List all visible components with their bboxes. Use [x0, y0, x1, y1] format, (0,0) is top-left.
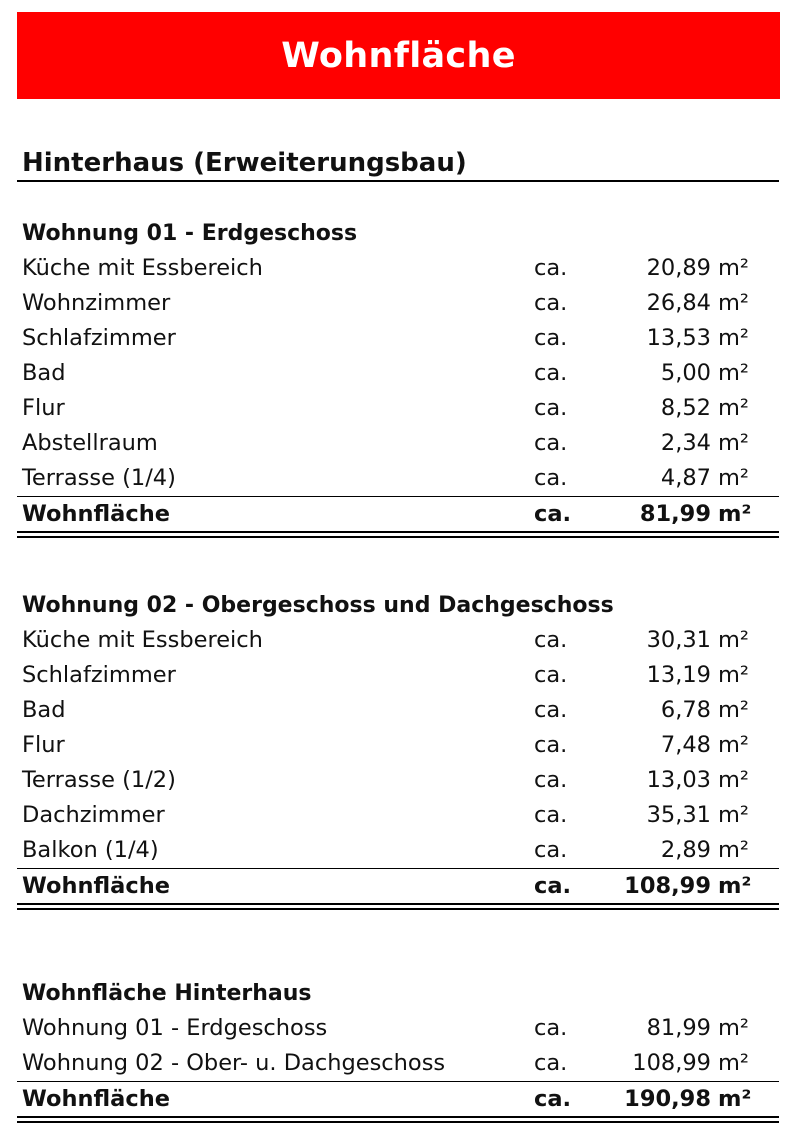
- area-value: 13,53: [646, 325, 711, 351]
- unit-label: m²: [718, 430, 749, 456]
- room-label: Bad: [22, 360, 66, 386]
- room-label: Abstellraum: [22, 430, 158, 456]
- unit-label: m²: [718, 255, 749, 281]
- unit-label: m²: [718, 1086, 752, 1112]
- area-value: 13,03: [646, 767, 711, 793]
- approx-label: ca.: [534, 255, 568, 281]
- total-label: Wohnfläche: [22, 873, 170, 899]
- total-value: 108,99: [624, 873, 711, 899]
- total-label: Wohnfläche: [22, 501, 170, 527]
- room-label: Terrasse (1/2): [22, 767, 176, 793]
- header-banner: [17, 12, 780, 99]
- approx-label: ca.: [534, 1050, 568, 1076]
- room-label: Terrasse (1/4): [22, 465, 176, 491]
- approx-label: ca.: [534, 1086, 572, 1112]
- approx-label: ca.: [534, 290, 568, 316]
- area-row: [17, 321, 779, 356]
- area-row: [17, 763, 779, 798]
- unit-label: m²: [718, 325, 749, 351]
- area-row: [17, 286, 779, 321]
- area-value: 20,89: [646, 255, 711, 281]
- section-title: Wohnung 02 - Obergeschoss und Dachgeschoss: [22, 593, 614, 618]
- area-row: [17, 251, 779, 286]
- approx-label: ca.: [534, 732, 568, 758]
- area-value: 4,87: [660, 465, 711, 491]
- unit-label: m²: [718, 767, 749, 793]
- area-row: [17, 356, 779, 391]
- approx-label: ca.: [534, 873, 572, 899]
- room-label: Dachzimmer: [22, 802, 165, 828]
- area-value: 2,89: [660, 837, 711, 863]
- unit-label: m²: [718, 1015, 749, 1041]
- unit-label: m²: [718, 873, 752, 899]
- area-row: [17, 833, 779, 868]
- room-label: Flur: [22, 395, 65, 421]
- page-title: Wohnfläche: [281, 35, 516, 76]
- double-underline: [17, 903, 779, 910]
- approx-label: ca.: [534, 430, 568, 456]
- area-value: 30,31: [646, 627, 711, 653]
- room-label: Balkon (1/4): [22, 837, 159, 863]
- area-row: [17, 798, 779, 833]
- room-label: Schlafzimmer: [22, 662, 176, 688]
- unit-label: m²: [718, 501, 752, 527]
- area-value: 5,00: [660, 360, 711, 386]
- double-underline: [17, 531, 779, 538]
- room-label: Flur: [22, 732, 65, 758]
- unit-label: m²: [718, 732, 749, 758]
- unit-label: m²: [718, 662, 749, 688]
- approx-label: ca.: [534, 662, 568, 688]
- unit-label: m²: [718, 290, 749, 316]
- total-label: Wohnfläche: [22, 1086, 170, 1112]
- area-value: 8,52: [660, 395, 711, 421]
- area-value: 26,84: [646, 290, 711, 316]
- area-row: [17, 728, 779, 763]
- unit-label: m²: [718, 360, 749, 386]
- area-row: [17, 391, 779, 426]
- approx-label: ca.: [534, 360, 568, 386]
- unit-label: m²: [718, 465, 749, 491]
- approx-label: ca.: [534, 465, 568, 491]
- area-value: 13,19: [646, 662, 711, 688]
- approx-label: ca.: [534, 802, 568, 828]
- area-row: [17, 426, 779, 461]
- area-row: [17, 1011, 779, 1046]
- approx-label: ca.: [534, 627, 568, 653]
- total-value: 190,98: [624, 1086, 711, 1112]
- room-label: Wohnzimmer: [22, 290, 171, 316]
- section-summary: [17, 976, 779, 1123]
- area-row: [17, 658, 779, 693]
- total-row: [17, 496, 779, 531]
- room-label: Schlafzimmer: [22, 325, 176, 351]
- section-wohnung-01: [17, 216, 779, 538]
- total-row: [17, 1081, 779, 1116]
- area-row: [17, 461, 779, 496]
- area-value: 108,99: [632, 1050, 711, 1076]
- section-wohnung-02: [17, 588, 779, 910]
- total-value: 81,99: [639, 501, 711, 527]
- apartment-label: Wohnung 02 - Ober- u. Dachgeschoss: [22, 1050, 446, 1076]
- total-row: [17, 868, 779, 903]
- approx-label: ca.: [534, 1015, 568, 1041]
- approx-label: ca.: [534, 395, 568, 421]
- building-title: Hinterhaus (Erweiterungsbau): [17, 145, 779, 182]
- room-label: Bad: [22, 697, 66, 723]
- area-value: 7,48: [660, 732, 711, 758]
- unit-label: m²: [718, 837, 749, 863]
- area-row: [17, 623, 779, 658]
- unit-label: m²: [718, 627, 749, 653]
- unit-label: m²: [718, 1050, 749, 1076]
- room-label: Küche mit Essbereich: [22, 255, 263, 281]
- approx-label: ca.: [534, 697, 568, 723]
- unit-label: m²: [718, 697, 749, 723]
- area-row: [17, 1046, 779, 1081]
- approx-label: ca.: [534, 767, 568, 793]
- approx-label: ca.: [534, 325, 568, 351]
- area-row: [17, 693, 779, 728]
- apartment-label: Wohnung 01 - Erdgeschoss: [22, 1015, 328, 1041]
- unit-label: m²: [718, 802, 749, 828]
- room-label: Küche mit Essbereich: [22, 627, 263, 653]
- area-value: 2,34: [660, 430, 711, 456]
- unit-label: m²: [718, 395, 749, 421]
- section-title: Wohnung 01 - Erdgeschoss: [22, 221, 358, 246]
- approx-label: ca.: [534, 501, 572, 527]
- section-title: Wohnfläche Hinterhaus: [22, 981, 312, 1006]
- area-value: 6,78: [660, 697, 711, 723]
- approx-label: ca.: [534, 837, 568, 863]
- area-value: 81,99: [646, 1015, 711, 1041]
- area-value: 35,31: [646, 802, 711, 828]
- double-underline: [17, 1116, 779, 1123]
